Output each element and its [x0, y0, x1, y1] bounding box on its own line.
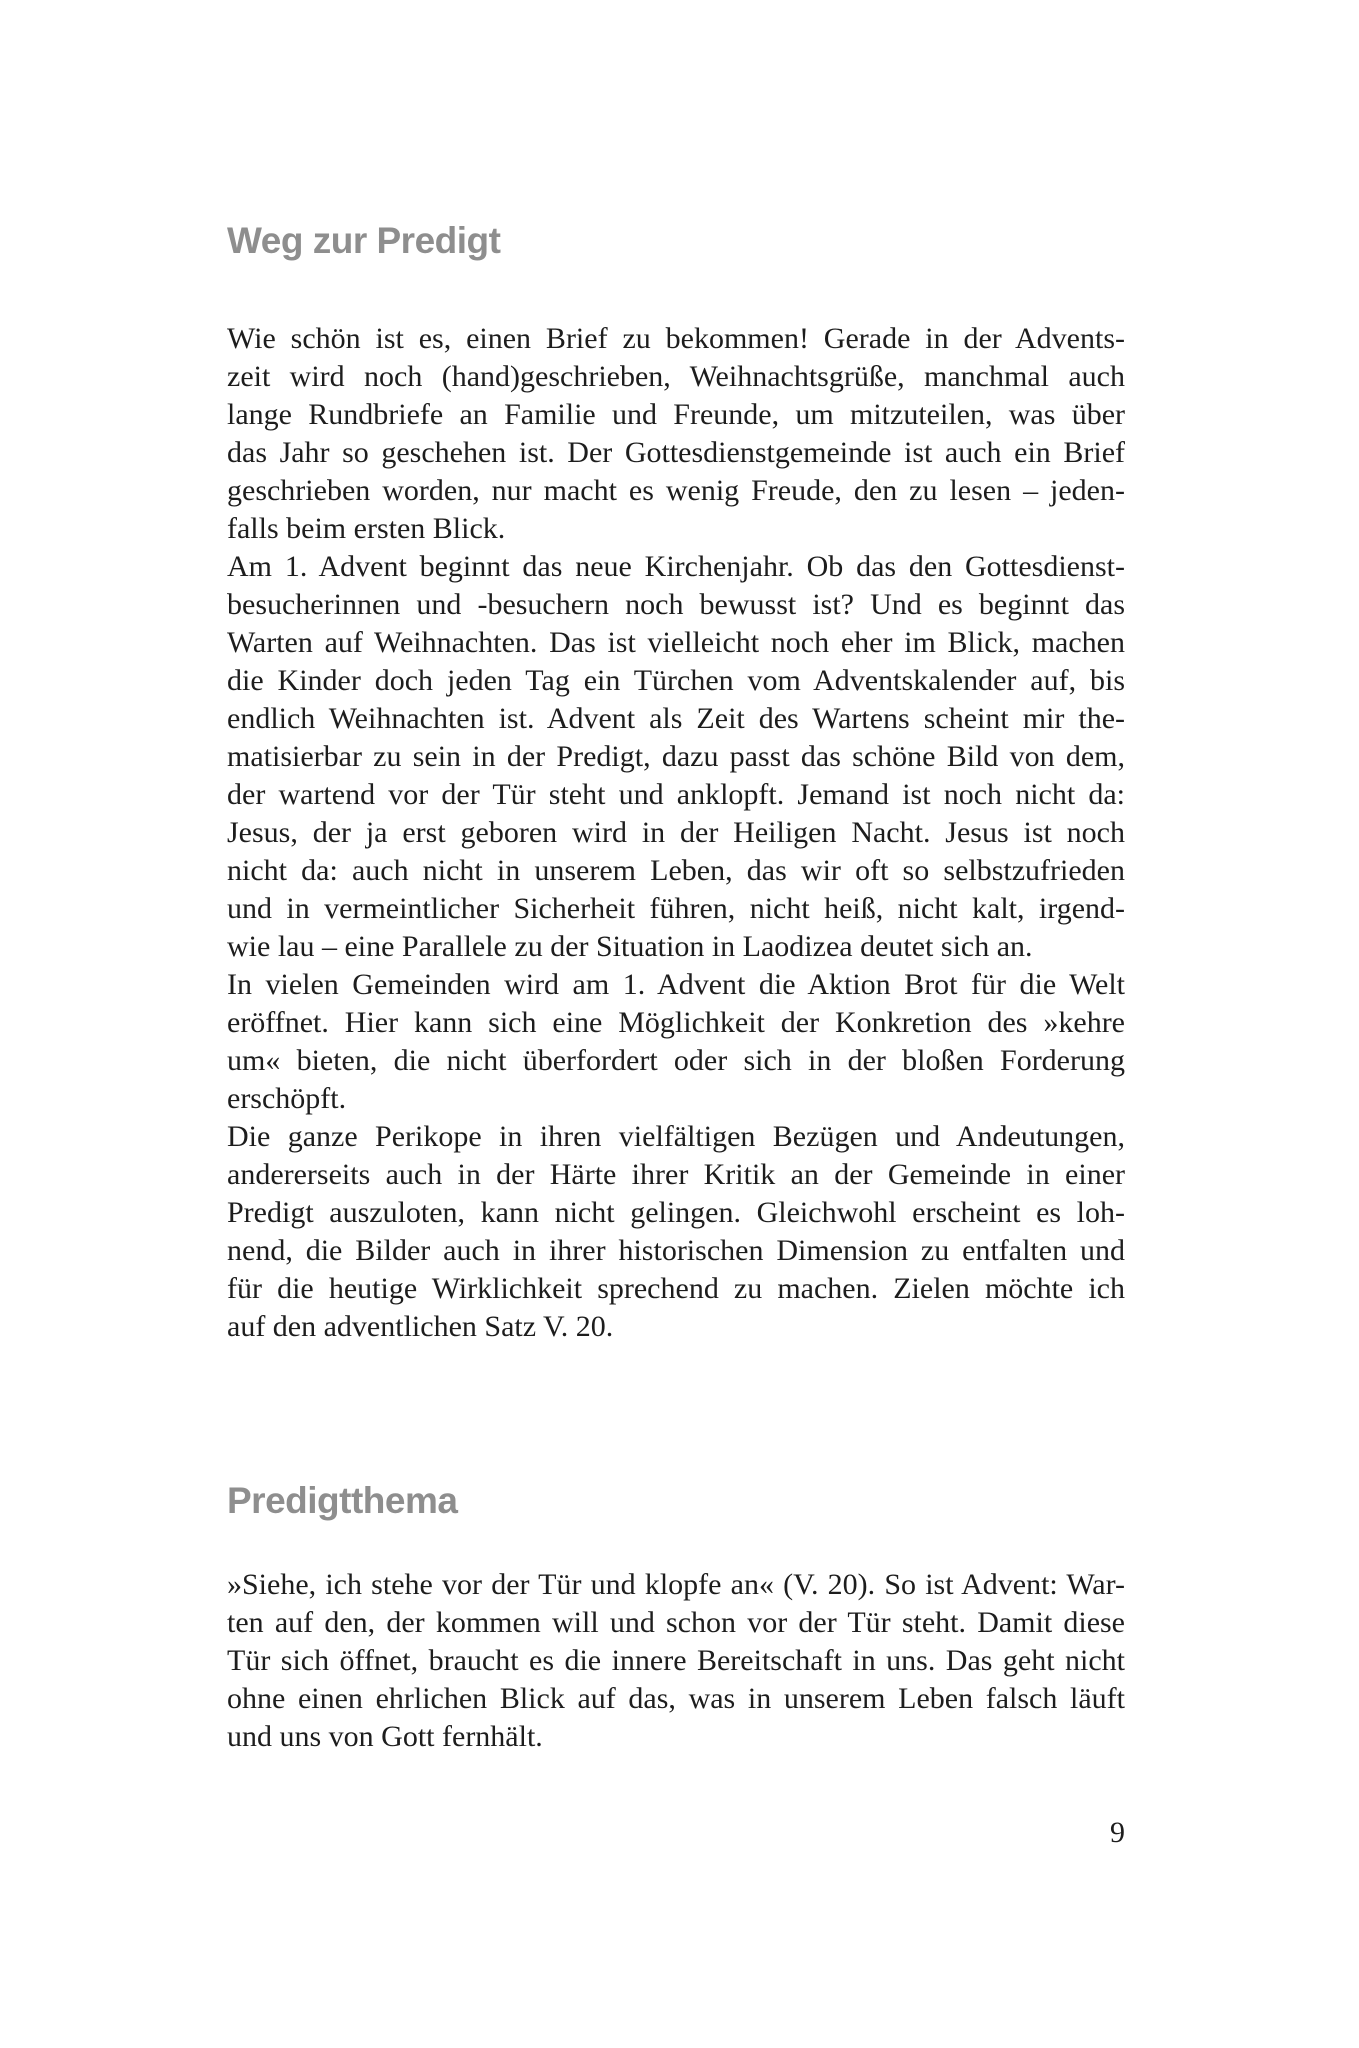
text-line: Warten auf Weihnachten. Das ist vielleicht noch eher im Blick, machen: [227, 626, 1125, 659]
text-line: besucherinnen und -besuchern noch bewusst ist? Und es beginnt das: [227, 588, 1125, 621]
text-line: für die heutige Wirklichkeit sprechend zu machen. Zielen möchte ich: [227, 1272, 1125, 1305]
text-line: nicht da: auch nicht in unserem Leben, das wir oft so selbstzufrieden: [227, 854, 1125, 887]
body-text-block-1: [227, 320, 1125, 1346]
text-line: In vielen Gemeinden wird am 1. Advent die Aktion Brot für die Welt: [227, 968, 1125, 1001]
text-line: der wartend vor der Tür steht und anklopft. Jemand ist noch nicht da:: [227, 778, 1125, 811]
text-line: Tür sich öffnet, braucht es die innere Bereitschaft in uns. Das geht nicht: [227, 1644, 1125, 1677]
text-line: endlich Weihnachten ist. Advent als Zeit des Wartens scheint mir the-: [227, 702, 1125, 735]
body-text-block-2: [227, 1566, 1125, 1756]
text-line: um« bieten, die nicht überfordert oder sich in der bloßen Forderung: [227, 1044, 1125, 1077]
text-line: Am 1. Advent beginnt das neue Kirchenjahr. Ob das den Gottesdienst-: [227, 550, 1125, 583]
text-line: die Kinder doch jeden Tag ein Türchen vom Adventskalender auf, bis: [227, 664, 1125, 697]
text-line: ohne einen ehrlichen Blick auf das, was in unserem Leben falsch läuft: [227, 1682, 1125, 1715]
text-line: Die ganze Perikope in ihren vielfältigen Bezügen und Andeutungen,: [227, 1120, 1125, 1153]
text-line: matisierbar zu sein in der Predigt, dazu passt das schöne Bild von dem,: [227, 740, 1125, 773]
text-line: zeit wird noch (hand)geschrieben, Weihnachtsgrüße, manchmal auch: [227, 360, 1125, 393]
section-heading-weg-zur-predigt: Weg zur Predigt: [227, 220, 501, 261]
section-heading-predigtthema: Predigtthema: [227, 1480, 458, 1521]
text-line: lange Rundbriefe an Familie und Freunde, um mitzuteilen, was über: [227, 398, 1125, 431]
text-line: und in vermeintlicher Sicherheit führen, nicht heiß, nicht kalt, irgend-: [227, 892, 1125, 925]
page-number: 9: [1110, 1816, 1125, 1849]
text-line: Wie schön ist es, einen Brief zu bekommen! Gerade in der Advents-: [227, 322, 1125, 355]
text-line: das Jahr so geschehen ist. Der Gottesdienstgemeinde ist auch ein Brief: [227, 436, 1125, 469]
text-line: andererseits auch in der Härte ihrer Kritik an der Gemeinde in einer: [227, 1158, 1125, 1191]
text-line: erschöpft.: [227, 1082, 347, 1115]
text-line: Jesus, der ja erst geboren wird in der Heiligen Nacht. Jesus ist noch: [227, 816, 1125, 849]
text-line: und uns von Gott fernhält.: [227, 1720, 543, 1753]
text-line: »Siehe, ich stehe vor der Tür und klopfe an« (V. 20). So ist Advent: War-: [227, 1568, 1125, 1601]
text-line: wie lau – eine Parallele zu der Situation in Laodizea deutet sich an.: [227, 930, 1033, 963]
text-line: auf den adventlichen Satz V. 20.: [227, 1310, 614, 1343]
text-line: falls beim ersten Blick.: [227, 512, 506, 545]
text-line: ten auf den, der kommen will und schon vor der Tür steht. Damit diese: [227, 1606, 1125, 1639]
text-line: Predigt auszuloten, kann nicht gelingen. Gleichwohl erscheint es loh-: [227, 1196, 1125, 1229]
text-line: eröffnet. Hier kann sich eine Möglichkeit der Konkretion des »kehre: [227, 1006, 1125, 1039]
text-line: nend, die Bilder auch in ihrer historischen Dimension zu entfalten und: [227, 1234, 1125, 1267]
text-line: geschrieben worden, nur macht es wenig Freude, den zu lesen – jeden-: [227, 474, 1125, 507]
